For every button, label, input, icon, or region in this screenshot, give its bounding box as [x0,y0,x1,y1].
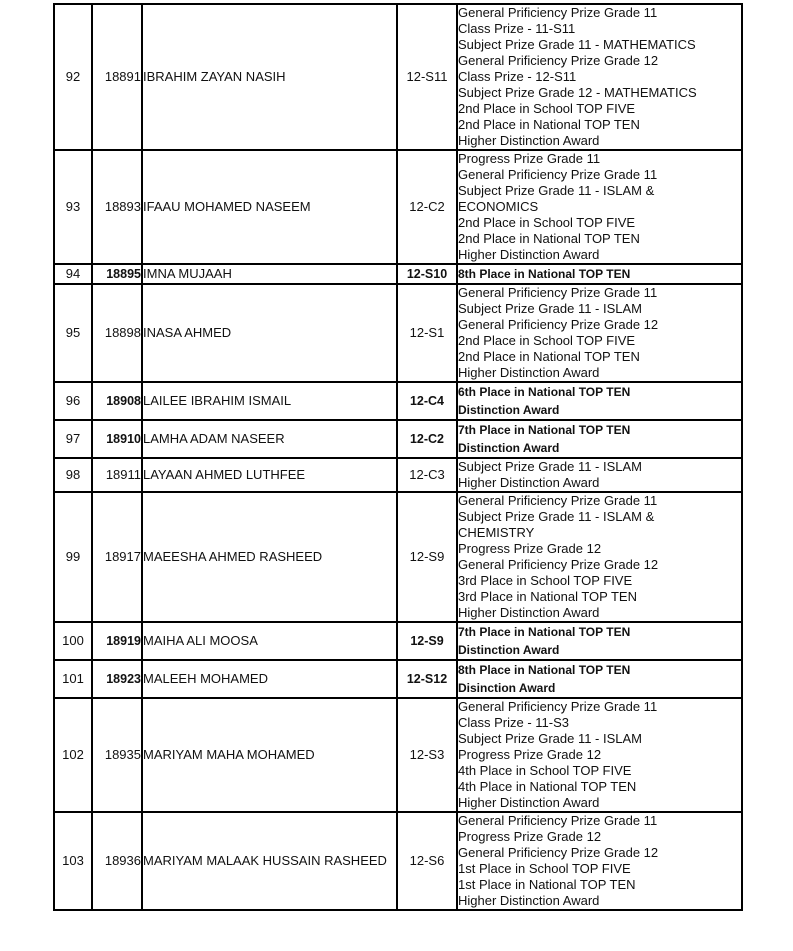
class-code: 12-S9 [397,492,457,622]
awards-cell [457,622,742,660]
award-line: Subject Prize Grade 11 - ISLAM [458,459,643,474]
award-line: Progress Prize Grade 12 [458,829,602,844]
row-number: 96 [54,382,92,420]
student-name: MALEEH MOHAMED [142,660,397,698]
table-row [54,622,742,660]
award-line: 1st Place in School TOP FIVE [458,861,631,876]
award-line: General Prificiency Prize Grade 12 [458,53,659,68]
award-line: 7th Place in National TOP TEN [458,423,631,437]
award-line: Subject Prize Grade 11 - ISLAM & [458,509,655,524]
class-code: 12-S6 [397,812,457,910]
award-line: General Prificiency Prize Grade 12 [458,557,659,572]
student-id: 18923 [92,660,142,698]
table-row [54,284,742,382]
row-number: 95 [54,284,92,382]
student-id: 18917 [92,492,142,622]
awards-cell [457,382,742,420]
award-line: Distinction Award [458,643,560,657]
table-row [54,150,742,264]
student-id: 18919 [92,622,142,660]
class-code: 12-S11 [397,4,457,150]
table-row [54,4,742,150]
award-line: Higher Distinction Award [458,893,600,908]
student-name: MAEESHA AHMED RASHEED [142,492,397,622]
table-row [54,492,742,622]
class-code: 12-C2 [397,420,457,458]
award-line: Subject Prize Grade 11 - ISLAM [458,301,643,316]
table-row [54,660,742,698]
table-row [54,458,742,492]
award-line: Subject Prize Grade 11 - ISLAM [458,731,643,746]
award-line: General Prificiency Prize Grade 12 [458,317,659,332]
table-row [54,264,742,284]
student-id: 18936 [92,812,142,910]
table-row [54,382,742,420]
student-name: LAYAAN AHMED LUTHFEE [142,458,397,492]
student-id: 18935 [92,698,142,812]
award-line: Progress Prize Grade 12 [458,541,602,556]
award-line: Distinction Award [458,441,560,455]
row-number: 92 [54,4,92,150]
student-name: LAMHA ADAM NASEER [142,420,397,458]
student-name: IBRAHIM ZAYAN NASIH [142,4,397,150]
student-id: 18910 [92,420,142,458]
award-line: Class Prize - 11-S11 [458,21,576,36]
award-line: General Prificiency Prize Grade 11 [458,5,658,20]
award-line: 2nd Place in School TOP FIVE [458,333,636,348]
awards-cell [457,492,742,622]
student-name: MARIYAM MAHA MOHAMED [142,698,397,812]
award-line: 8th Place in National TOP TEN [458,267,631,281]
award-line: Higher Distinction Award [458,475,600,490]
award-line: Higher Distinction Award [458,247,600,262]
award-line: CHEMISTRY [458,525,535,540]
award-line: 8th Place in National TOP TEN [458,663,631,677]
award-line: Subject Prize Grade 11 - MATHEMATICS [458,37,696,52]
awards-cell [457,458,742,492]
award-line: 4th Place in School TOP FIVE [458,763,632,778]
awards-table-body [54,4,742,910]
award-line: 2nd Place in National TOP TEN [458,349,640,364]
row-number: 100 [54,622,92,660]
award-line: Subject Prize Grade 12 - MATHEMATICS [458,85,697,100]
awards-cell [457,698,742,812]
awards-cell [457,4,742,150]
student-name: IFAAU MOHAMED NASEEM [142,150,397,264]
student-name: MAIHA ALI MOOSA [142,622,397,660]
student-id: 18911 [92,458,142,492]
award-line: Distinction Award [458,403,560,417]
student-id: 18908 [92,382,142,420]
row-number: 97 [54,420,92,458]
award-line: ECONOMICS [458,199,539,214]
award-line: 6th Place in National TOP TEN [458,385,631,399]
awards-cell [457,150,742,264]
award-line: Class Prize - 11-S3 [458,715,570,730]
award-line: Higher Distinction Award [458,795,600,810]
award-line: 2nd Place in National TOP TEN [458,117,640,132]
row-number: 94 [54,264,92,284]
table-row [54,420,742,458]
awards-table [53,3,743,911]
award-line: 3rd Place in National TOP TEN [458,589,637,604]
class-code: 12-S10 [397,264,457,284]
award-line: Higher Distinction Award [458,133,600,148]
row-number: 98 [54,458,92,492]
awards-cell [457,264,742,284]
award-line: General Prificiency Prize Grade 11 [458,285,658,300]
award-line: 7th Place in National TOP TEN [458,625,631,639]
award-line: 2nd Place in National TOP TEN [458,231,640,246]
student-name: MARIYAM MALAAK HUSSAIN RASHEED [142,812,397,910]
student-id: 18893 [92,150,142,264]
row-number: 103 [54,812,92,910]
award-line: 4th Place in National TOP TEN [458,779,637,794]
student-name: INASA AHMED [142,284,397,382]
award-line: 2nd Place in School TOP FIVE [458,101,636,116]
table-row [54,812,742,910]
award-line: Subject Prize Grade 11 - ISLAM & [458,183,655,198]
award-line: Progress Prize Grade 12 [458,747,602,762]
awards-cell [457,284,742,382]
awards-cell [457,812,742,910]
awards-cell [457,420,742,458]
student-id: 18898 [92,284,142,382]
student-name: LAILEE IBRAHIM ISMAIL [142,382,397,420]
award-line: 1st Place in National TOP TEN [458,877,636,892]
student-id: 18891 [92,4,142,150]
award-line: General Prificiency Prize Grade 11 [458,167,658,182]
class-code: 12-C3 [397,458,457,492]
award-line: Higher Distinction Award [458,365,600,380]
class-code: 12-S3 [397,698,457,812]
student-id: 18895 [92,264,142,284]
class-code: 12-S1 [397,284,457,382]
award-line: 3rd Place in School TOP FIVE [458,573,633,588]
class-code: 12-C2 [397,150,457,264]
table-row [54,698,742,812]
award-line: Disinction Award [458,681,556,695]
student-name: IMNA MUJAAH [142,264,397,284]
award-line: General Prificiency Prize Grade 11 [458,813,658,828]
class-code: 12-S9 [397,622,457,660]
row-number: 102 [54,698,92,812]
award-line: General Prificiency Prize Grade 12 [458,845,659,860]
class-code: 12-S12 [397,660,457,698]
class-code: 12-C4 [397,382,457,420]
award-line: 2nd Place in School TOP FIVE [458,215,636,230]
award-line: Progress Prize Grade 11 [458,151,601,166]
award-line: Class Prize - 12-S11 [458,69,577,84]
award-line: General Prificiency Prize Grade 11 [458,699,658,714]
award-line: Higher Distinction Award [458,605,600,620]
award-line: General Prificiency Prize Grade 11 [458,493,658,508]
row-number: 99 [54,492,92,622]
awards-cell [457,660,742,698]
row-number: 93 [54,150,92,264]
row-number: 101 [54,660,92,698]
